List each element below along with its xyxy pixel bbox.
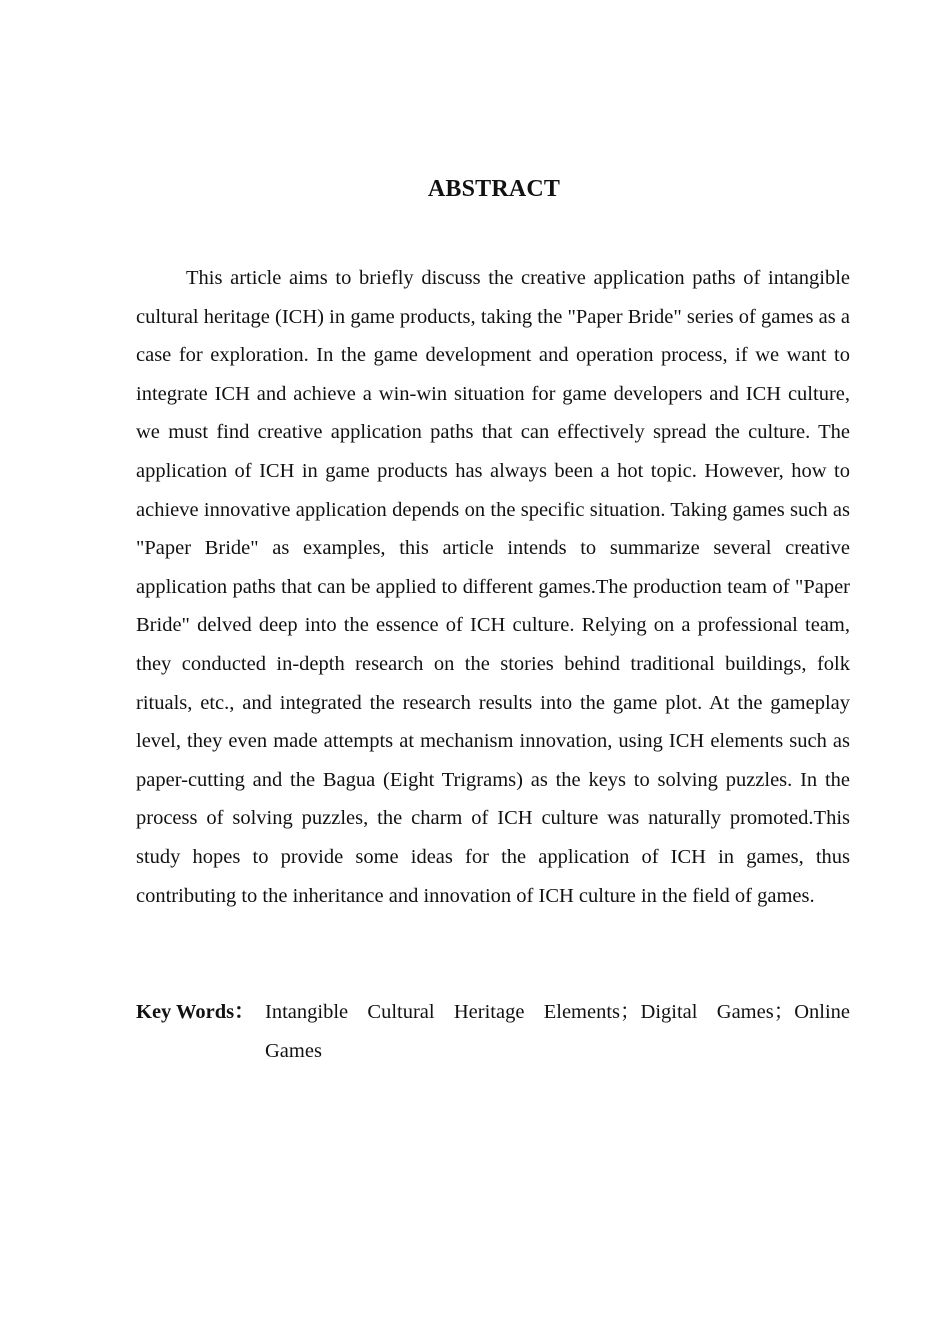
keywords-list [265, 993, 850, 1070]
abstract-title: ABSTRACT [427, 176, 561, 202]
abstract-body: This article aims to briefly discuss the creative application paths of intangible cultural heritage (ICH) in game products, taking the "Paper Bride" series of games as a case for exploration. In the game development and operation process, if we want to integrate ICH and achieve a win-win situation for game developers and ICH culture, we must find creative application paths that can effectively spread the culture. The application of ICH in game products has always been a hot topic. However, how to achieve innovative application depends on the specific situation. Taking games such as "Paper Bride" as examples, this article intends to summarize several creative application paths that can be applied to different games.The production team of "Paper Bride" delved deep into the essence of ICH culture. Relying on a professional team, they conducted in-depth research on the stories behind traditional buildings, folk rituals, etc., and integrated the research results into the game plot. At the gameplay level, they even made attempts at mechanism innovation, using ICH elements such as paper-cutting and the Bagua (Eight Trigrams) as the keys to solving puzzles. In the process of solving puzzles, the charm of ICH culture was naturally promoted.This study hopes to provide some ideas for the application of ICH in games, thus contributing to the inheritance and innovation of ICH culture in the field of games. [136, 267, 850, 907]
keywords-label-text: Key Words [136, 1001, 235, 1023]
keywords-label [136, 993, 255, 1032]
keyword-item: Online Games [265, 1001, 850, 1062]
keyword-item: Digital Games [640, 1001, 774, 1023]
keyword-separator: ； [620, 1001, 641, 1023]
keywords-section [136, 993, 850, 1070]
keywords-colon: ： [234, 1001, 255, 1023]
keyword-item: Intangible Cultural Heritage Elements [265, 1001, 621, 1023]
keyword-separator: ； [773, 1001, 795, 1023]
